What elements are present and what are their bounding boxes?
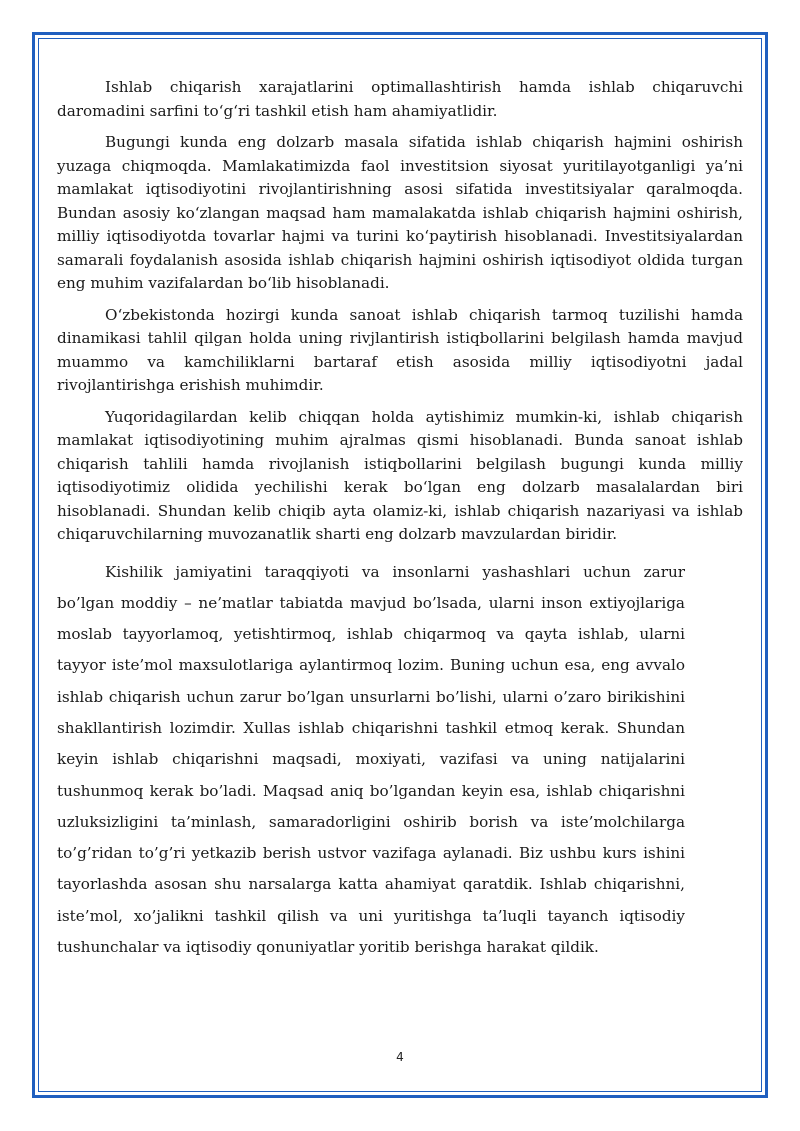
paragraph-4: Yuqoridagilardan kelib chiqqan holda aytishimiz mumkin-ki, ishlab chiqarish mamlakat iqtisodiyotining muhim ajralmas qismi hisoblanadi. Bunda sanoat ishlab chiqarish tahlili hamda rivojlanish istiqbollarini belgilash bugungi kunda milliy iqtisodiyotimiz olidida yechilishi kerak bo‘lgan eng dolzarb masalalardan biri hisoblanadi. Shundan kelib chiqib ayta olamiz-ki, ishlab chiqarish nazariyasi va ishlab chiqaruvchilarning muvozanatlik sharti eng dolzarb mavzulardan biridir.: [57, 407, 743, 543]
paragraph-5: Kishilik jamiyatini taraqqiyoti va insonlarni yashashlari uchun zarur bo’lgan moddiy – ne’matlar tabiatda mavjud bo’lsada, ularni inson extiyojlariga moslab tayyorlamoq, yetishtirmoq, ishlab chiqarmoq va qayta ishlab, ularni tayyor iste’mol maxsulotlariga aylantirmoq lozim. Buning uchun esa, eng avvalo ishlab chiqarish uchun zarur bo’lgan unsurlarni bo’lishi, ularni o’zaro birikishini shakllantirish lozimdir. Xullas ishlab chiqarishni tashkil etmoq kerak. Shundan keyin ishlab chiqarishni maqsadi, moxiyati, vazifasi va uning natijalarini tushunmoq kerak bo’ladi. Maqsad aniq bo’lgandan keyin esa, ishlab chiqarishni uzluksizligini ta’minlash, samaradorligini oshirib borish va iste’molchilarga to’g’ridan to’g’ri yetkazib berish ustvor vazifaga aylanadi. Biz ushbu kurs ishini tayorlashda asosan shu narsalarga katta ahamiyat qaratdik. Ishlab chiqarishni, iste’mol, xo’jalikni tashkil qilish va uni yuritishga ta’luqli tayanch iqtisodiy tushunchalar va iqtisodiy qonuniyatlar yoritib berishga harakat qildik.: [57, 562, 685, 957]
document-body: [57, 76, 743, 963]
paragraph-2: Bugungi kunda eng dolzarb masala sifatida ishlab chiqarish hajmini oshirish yuzaga chiqmoqda. Mamlakatimizda faol investitsion siyosat yuritilayotganligi ya’ni mamlakat iqtisodiyotini rivojlantirishning asosi sifatida investitsiyalar qaralmoqda. Bundan asosiy ko‘zlangan maqsad ham mamalakatda ishlab chiqarish hajmini oshirish, milliy iqtisodiyotda tovarlar hajmi va turini ko‘paytirish hisoblanadi. Investitsiyalardan samarali foydalanish asosida ishlab chiqarish hajmini oshirish iqtisodiyot oldida turgan eng muhim vazifalardan bo‘lib hisoblanadi.: [57, 133, 743, 292]
paragraph-1: Ishlab chiqarish xarajatlarini optimallashtirish hamda ishlab chiqaruvchi daromadini sarfini to‘g‘ri tashkil etish ham ahamiyatlidir.: [57, 78, 743, 120]
paragraph-3: O‘zbekistonda hozirgi kunda sanoat ishlab chiqarish tarmoq tuzilishi hamda dinamikasi tahlil qilgan holda uning rivjlantirish istiqbollarini belgilash hamda mavjud muammo va kamchiliklarni bartaraf etish asosida milliy iqtisodiyotni jadal rivojlantirishga erishish muhimdir.: [57, 305, 743, 394]
page-number: 4: [396, 1050, 404, 1064]
